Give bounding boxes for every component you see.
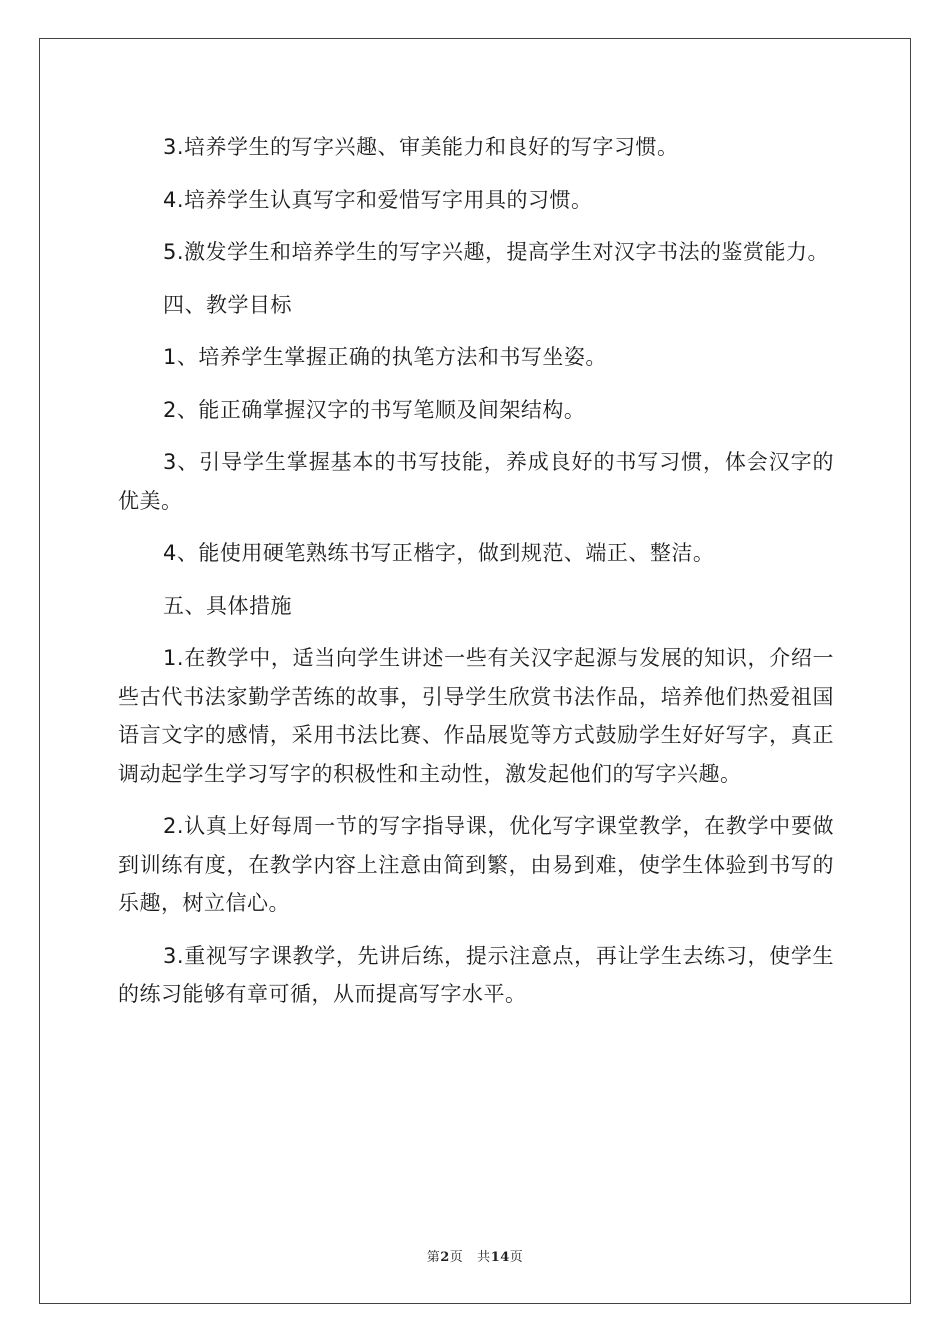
total-prefix: 共	[477, 1250, 491, 1265]
section-heading-measures: 五、具体措施	[163, 593, 292, 618]
paragraph-measure-3: 3.重视写字课教学，先讲后练，提示注意点，再让学生去练习，使学生的练习能够有章可循，从而提高写字水平。	[118, 943, 834, 1006]
page-prefix: 第	[426, 1250, 441, 1265]
total-page-count: 14	[490, 1250, 510, 1265]
paragraph-objective-4: 4、能使用硬笔熟练书写正楷字，做到规范、端正、整洁。	[163, 541, 715, 565]
paragraph-objective-1: 1、培养学生掌握正确的执笔方法和书写坐姿。	[163, 345, 607, 369]
section-heading-teaching-objectives: 四、教学目标	[163, 292, 292, 317]
total-suffix: 页	[509, 1250, 524, 1265]
paragraph-goal-3: 3.培养学生的写字兴趣、审美能力和良好的写字习惯。	[163, 135, 679, 159]
current-page-number: 2	[440, 1250, 450, 1265]
paragraph-measure-1: 1.在教学中，适当向学生讲述一些有关汉字起源与发展的知识，介绍一些古代书法家勤学苦练的故事，引导学生欣赏书法作品，培养他们热爱祖国语言文字的感情，采用书法比赛、作品展览等方式鼓励学生好好写字，真正调动起学生学习写字的积极性和主动性，激发起他们的写字兴趣。	[118, 646, 834, 786]
paragraph-goal-4: 4.培养学生认真写字和爱惜写字用具的习惯。	[163, 187, 593, 212]
paragraph-objective-2: 2、能正确掌握汉字的书写笔顺及间架结构。	[163, 397, 586, 422]
paragraph-goal-5: 5.激发学生和培养学生的写字兴趣，提高学生对汉字书法的鉴赏能力。	[163, 240, 830, 264]
document-body	[118, 128, 834, 1014]
paragraph-measure-2: 2.认真上好每周一节的写字指导课，优化写字课堂教学，在教学中要做到训练有度，在教学内容上注意由简到繁，由易到难，使学生体验到书写的乐趣，树立信心。	[118, 814, 834, 915]
page-number-footer	[0, 1246, 950, 1265]
paragraph-objective-3: 3、引导学生掌握基本的书写技能，养成良好的书写习惯，体会汉字的优美。	[118, 450, 834, 513]
page-suffix: 页	[449, 1250, 464, 1265]
